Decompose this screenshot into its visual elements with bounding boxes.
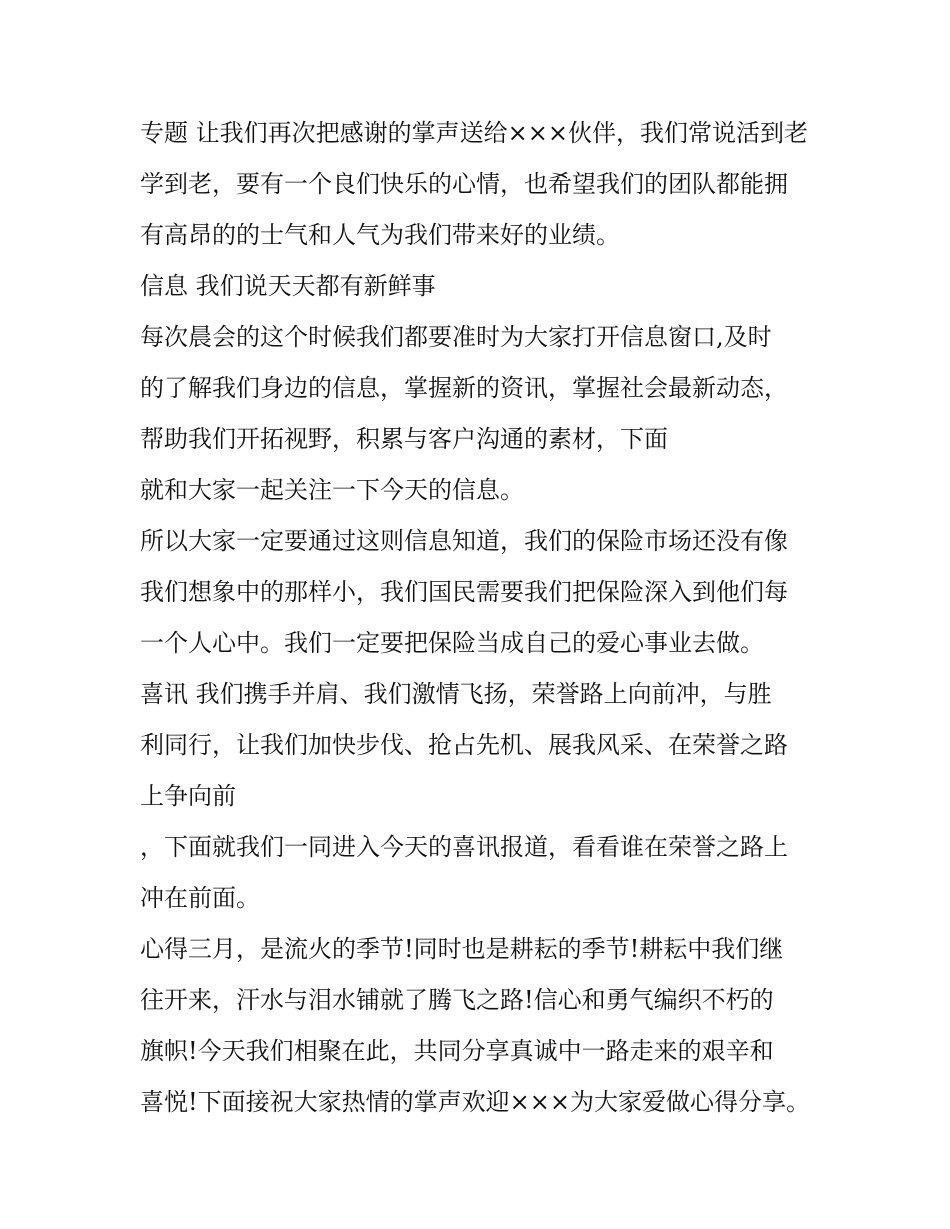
text-line-10: 我们想象中的那样小，我们国民需要我们把保险深入到他们每	[140, 578, 788, 606]
text-line-16: 冲在前面。	[140, 884, 260, 912]
text-line-12: 喜讯 我们携手并肩、我们激情飞扬，荣誉路上向前冲，与胜	[140, 680, 772, 708]
text-line-14: 上争向前	[140, 782, 236, 810]
text-line-20: 喜悦!下面接祝大家热情的掌声欢迎×××为大家爱做心得分享。	[140, 1088, 810, 1116]
text-line-15: ，下面就我们一同进入今天的喜讯报道，看看谁在荣誉之路上	[140, 833, 788, 861]
text-line-18: 往开来，汗水与泪水铺就了腾飞之路!信心和勇气编织不朽的	[140, 986, 774, 1014]
text-line-13: 利同行，让我们加快步伐、抢占先机、展我风采、在荣誉之路	[140, 731, 788, 759]
text-line-11: 一个人心中。我们一定要把保险当成自己的爱心事业去做。	[140, 629, 764, 657]
text-line-3: 有高昂的的士气和人气为我们带来好的业绩。	[140, 221, 620, 249]
text-line-1: 专题 让我们再次把感谢的掌声送给×××伙伴，我们常说活到老	[140, 119, 808, 147]
text-line-4: 信息 我们说天天都有新鲜事	[140, 272, 436, 300]
document-body	[140, 108, 830, 1128]
text-line-9: 所以大家一定要通过这则信息知道，我们的保险市场还没有像	[140, 527, 788, 555]
text-line-8: 就和大家一起关注一下今天的信息。	[140, 476, 524, 504]
text-line-6: 的了解我们身边的信息，掌握新的资讯，掌握社会最新动态，	[140, 374, 788, 402]
text-line-17: 心得三月，是流火的季节!同时也是耕耘的季节!耕耘中我们继	[140, 935, 784, 963]
text-line-7: 帮助我们开拓视野，积累与客户沟通的素材，下面	[140, 425, 668, 453]
text-line-19: 旗帜!今天我们相聚在此，共同分享真诚中一路走来的艰辛和	[140, 1037, 774, 1065]
text-line-5: 每次晨会的这个时候我们都要准时为大家打开信息窗口,及时	[140, 323, 772, 351]
text-line-2: 学到老，要有一个良们快乐的心情，也希望我们的团队都能拥	[140, 170, 788, 198]
